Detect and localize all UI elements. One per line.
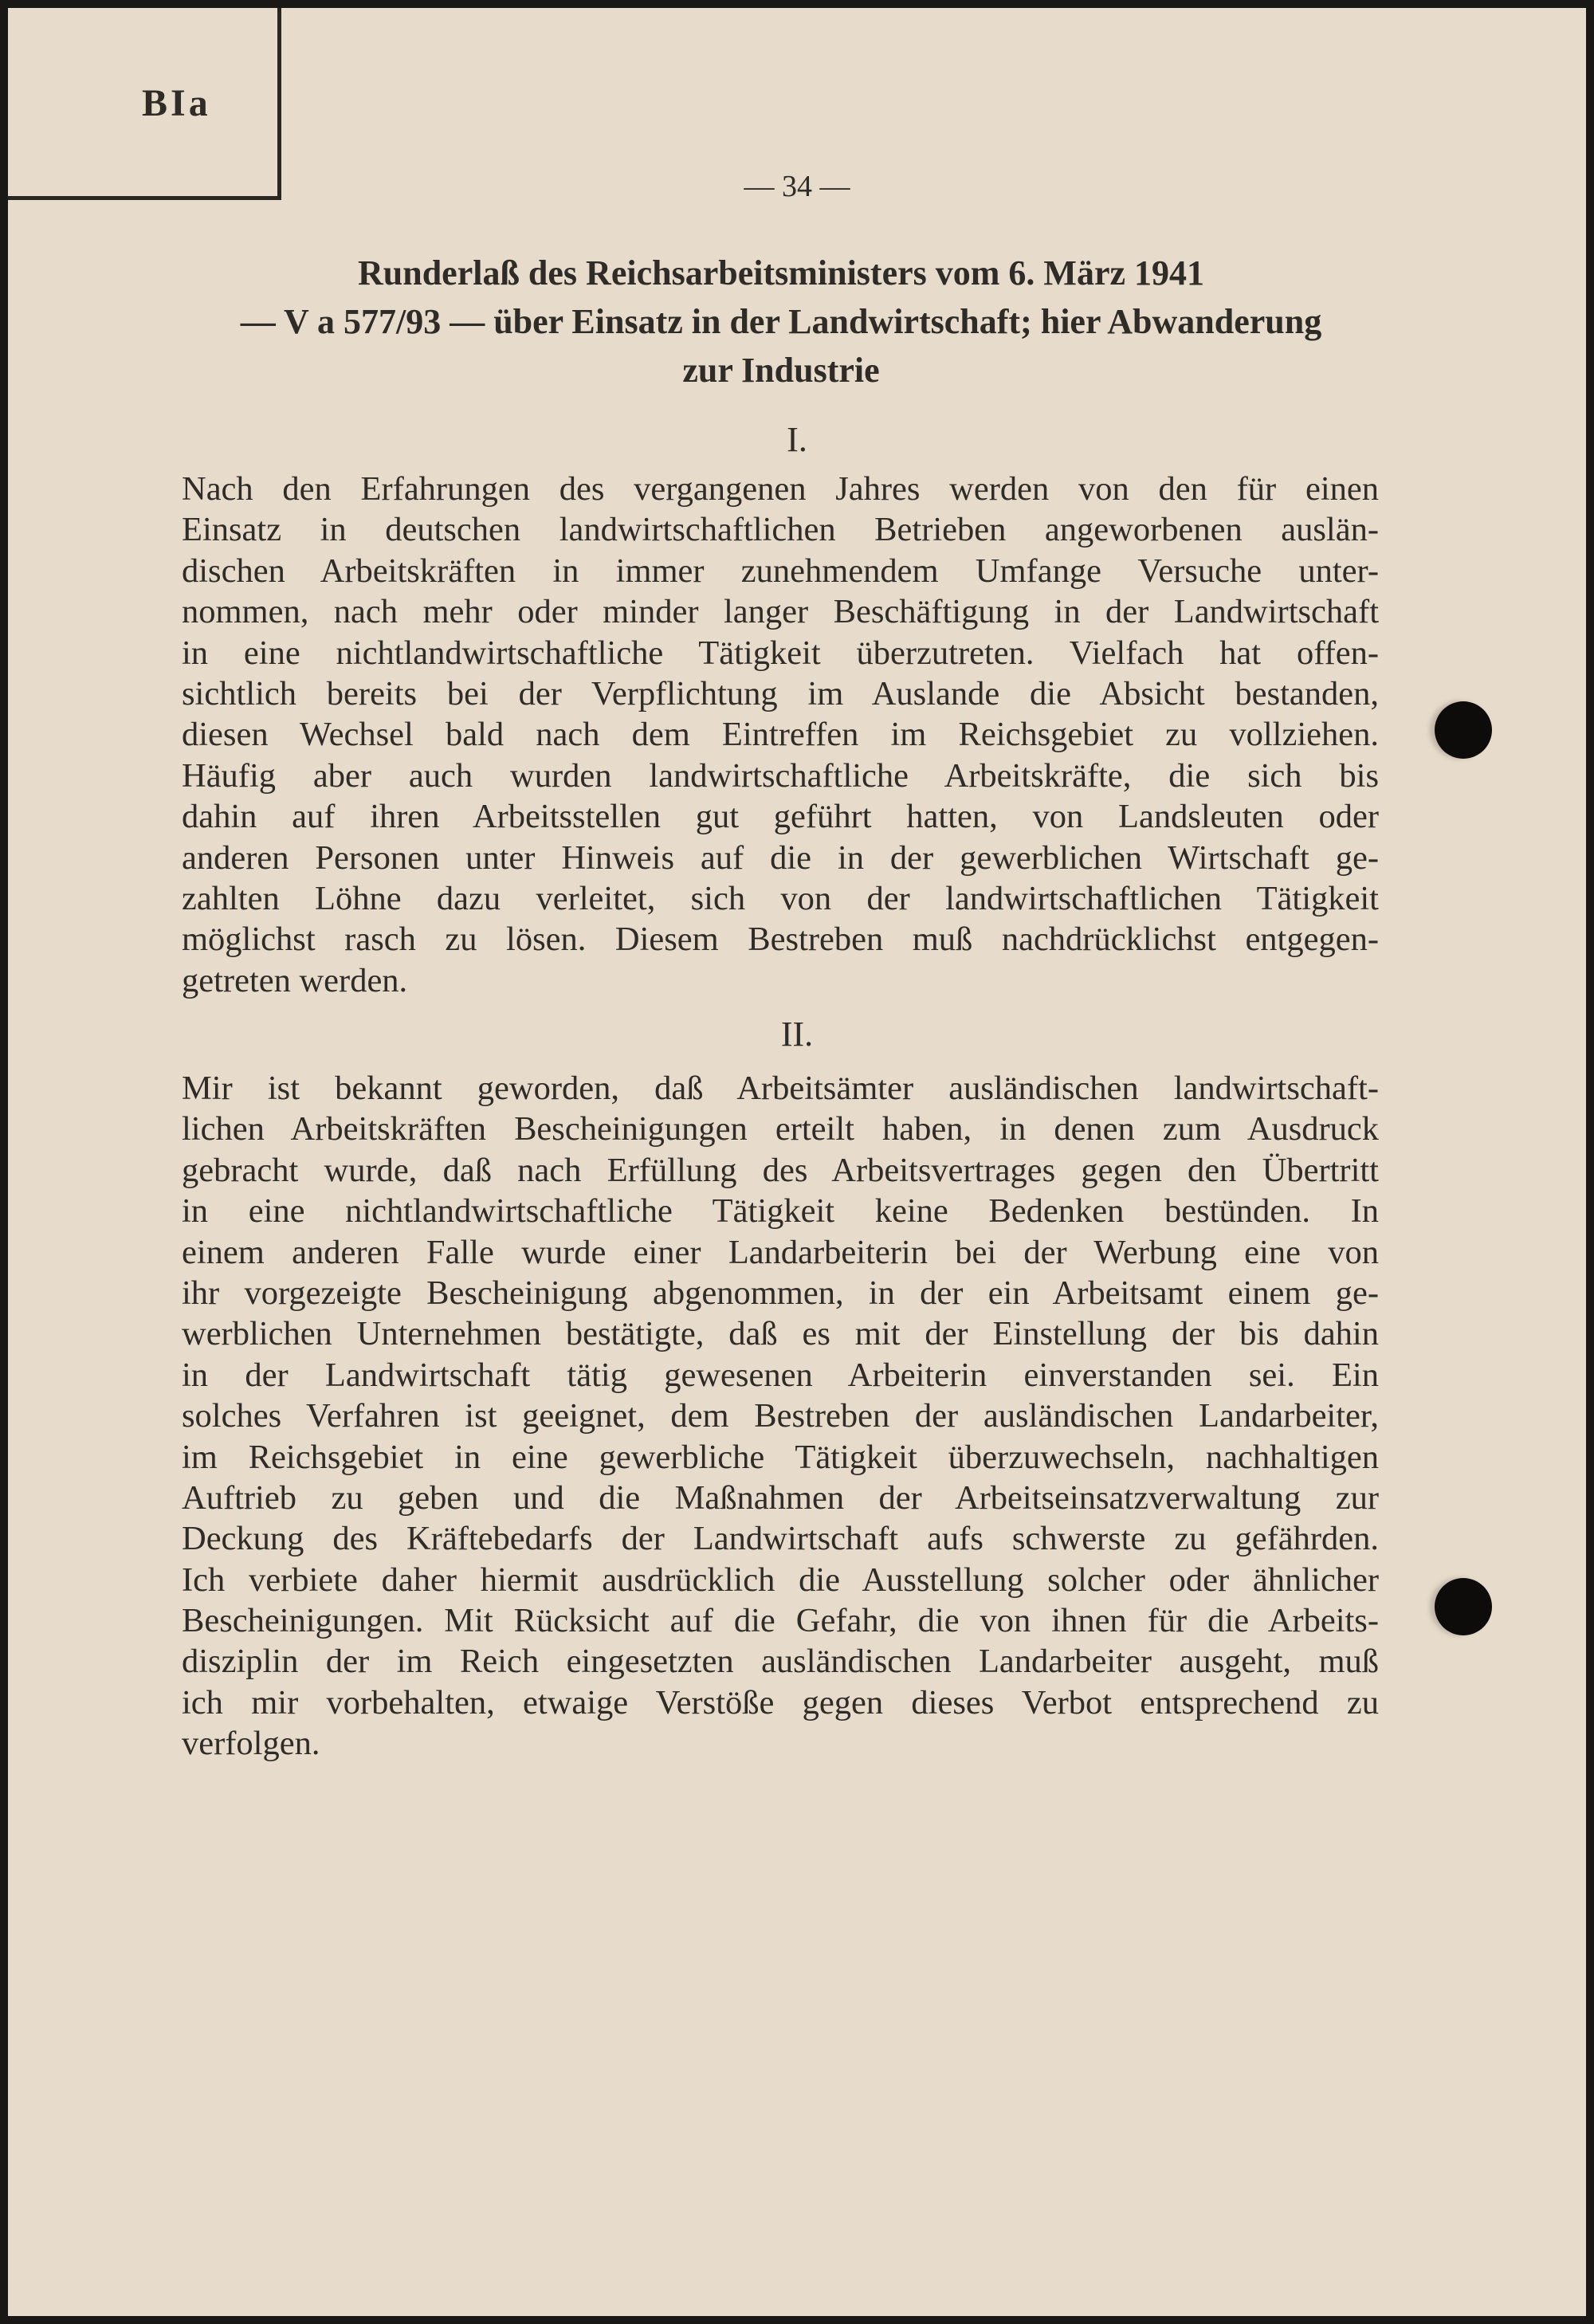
section-numeral-1: I. — [787, 420, 807, 459]
paragraph-line: Deckung des Kräftebedarfs der Landwirtschaft aufs schwerste zu gefährden. — [182, 1520, 1379, 1558]
paragraph-line: Mir ist bekannt geworden, daß Arbeitsämter ausländischen landwirtschaft- — [182, 1070, 1379, 1107]
paragraph-line: Ich verbiete daher hiermit ausdrücklich die Ausstellung solcher oder ähnlicher — [182, 1560, 1379, 1599]
document-page — [8, 8, 1586, 2316]
paragraph-line: Nach den Erfahrungen des vergangenen Jahres werden von den für einen — [182, 470, 1379, 508]
heading-line-3: zur Industrie — [682, 351, 880, 390]
paragraph-line: möglichst rasch zu lösen. Diesem Bestreben muß nachdrücklichst entgegen- — [182, 921, 1379, 959]
heading-line-1: Runderlaß des Reichsarbeitsministers vom 6. März 1941 — [357, 253, 1204, 292]
heading-line-2: — V a 577/93 — über Einsatz in der Landwirtschaft; hier Abwanderung — [240, 302, 1322, 341]
stamp-label: BIa — [142, 82, 211, 124]
paragraph-line: Auftrieb zu geben und die Maßnahmen der Arbeitseinsatzverwaltung zur — [182, 1478, 1379, 1517]
page-number: — 34 — — [744, 170, 850, 203]
paragraph-line: verfolgen. — [182, 1725, 320, 1763]
paragraph-line: lichen Arbeitskräften Bescheinigungen erteilt haben, in denen zum Ausdruck — [182, 1110, 1379, 1148]
paragraph-line: zahlten Löhne dazu verleitet, sich von der landwirtschaftlichen Tätigkeit — [182, 879, 1379, 917]
paragraph-line: in eine nichtlandwirtschaftliche Tätigkeit keine Bedenken bestünden. In — [182, 1192, 1379, 1231]
paragraph-line: getreten werden. — [182, 961, 408, 999]
paragraph-line: Häufig aber auch wurden landwirtschaftliche Arbeitskräfte, die sich bis — [182, 756, 1379, 795]
section-1-paragraph — [182, 469, 1379, 1001]
paragraph-line: in eine nichtlandwirtschaftliche Tätigkeit überzutreten. Vielfach hat offen- — [182, 634, 1379, 672]
section-numeral-2: II. — [780, 1015, 814, 1054]
paragraph-line: solches Verfahren ist geeignet, dem Bestreben der ausländischen Landarbeiter, — [182, 1397, 1379, 1435]
paragraph-line: in der Landwirtschaft tätig gewesenen Arbeiterin einverstanden sei. Ein — [182, 1356, 1379, 1394]
paragraph-line: dahin auf ihren Arbeitsstellen gut geführt hatten, von Landsleuten oder — [182, 798, 1379, 836]
paragraph-line: gebracht wurde, daß nach Erfüllung des Arbeitsvertrages gegen den Übertritt — [182, 1151, 1379, 1189]
paragraph-line: dischen Arbeitskräften in immer zunehmendem Umfange Versuche unter- — [182, 552, 1379, 590]
document-heading — [183, 249, 1379, 395]
section-2-paragraph — [182, 1068, 1379, 1765]
paragraph-line: im Reichsgebiet in eine gewerbliche Tätigkeit überzuwechseln, nachhaltigen — [182, 1438, 1379, 1476]
paragraph-line: werblichen Unternehmen bestätigte, daß es mit der Einstellung der bis dahin — [182, 1315, 1379, 1353]
paragraph-line: ihr vorgezeigte Bescheinigung abgenommen, in der ein Arbeitsamt einem ge- — [182, 1274, 1379, 1312]
punch-hole-top — [1435, 701, 1492, 759]
paragraph-line: einem anderen Falle wurde einer Landarbeiterin bei der Werbung eine von — [182, 1233, 1379, 1271]
paragraph-line: sichtlich bereits bei der Verpflichtung im Auslande die Absicht bestanden, — [182, 674, 1379, 713]
paragraph-line: Einsatz in deutschen landwirtschaftlichen Betrieben angeworbenen auslän- — [182, 511, 1379, 549]
paragraph-line: diesen Wechsel bald nach dem Eintreffen im Reichsgebiet zu vollziehen. — [182, 716, 1379, 754]
paragraph-line: Bescheinigungen. Mit Rücksicht auf die Gefahr, die von ihnen für die Arbeits- — [182, 1602, 1379, 1640]
paragraph-line: nommen, nach mehr oder minder langer Beschäftigung in der Landwirtschaft — [182, 593, 1379, 631]
paragraph-line: ich mir vorbehalten, etwaige Verstöße gegen dieses Verbot entsprechend zu — [182, 1683, 1379, 1721]
paragraph-line: anderen Personen unter Hinweis auf die in der gewerblichen Wirtschaft ge- — [182, 838, 1379, 877]
punch-hole-bottom — [1435, 1578, 1492, 1635]
paragraph-line: disziplin der im Reich eingesetzten ausländischen Landarbeiter ausgeht, muß — [182, 1643, 1379, 1681]
